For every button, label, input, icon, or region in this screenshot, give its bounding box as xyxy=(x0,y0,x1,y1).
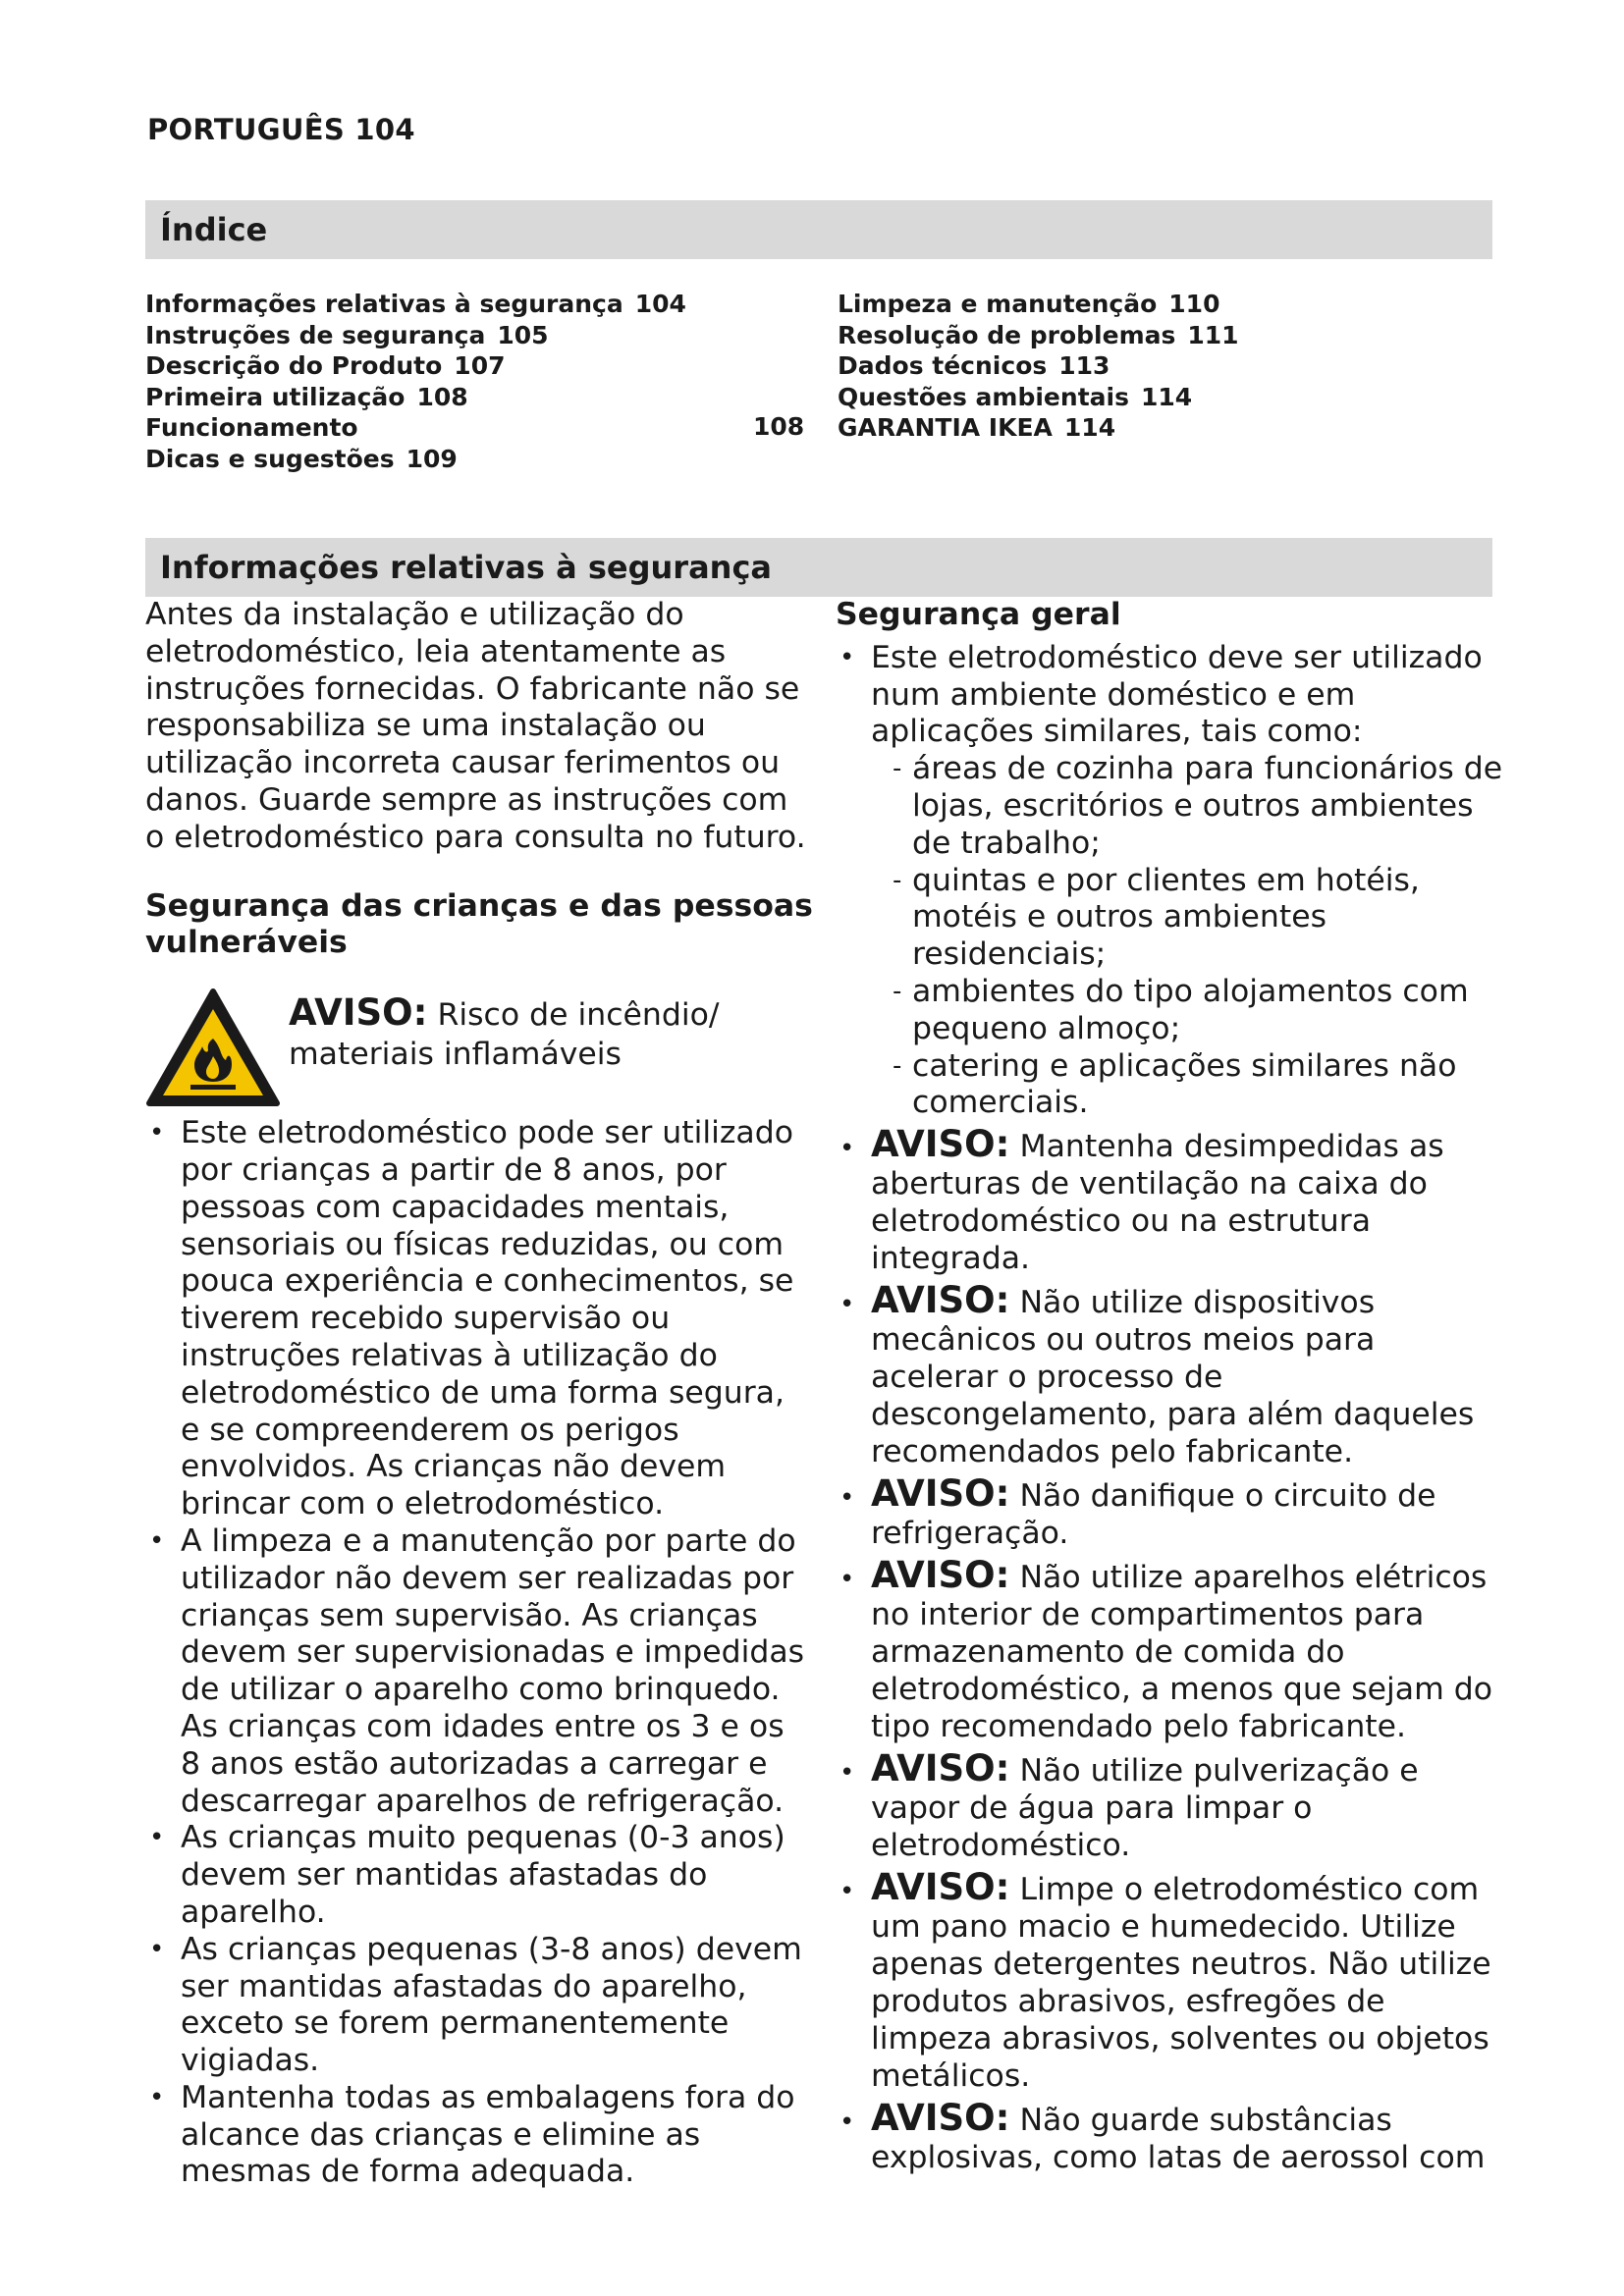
toc-page: 108 xyxy=(416,382,468,411)
toc-page: 113 xyxy=(1058,351,1110,380)
toc-page: 107 xyxy=(454,351,506,380)
toc-label: Informações relativas à segurança xyxy=(145,290,623,318)
toc-page: 105 xyxy=(497,320,549,349)
warning-item xyxy=(836,1747,1503,1864)
aviso-label: AVISO: xyxy=(871,1747,1010,1790)
safety-intro: Antes da instalação e utilização do eletrodoméstico, leia atentamente as instruções fornecidas. O fabricante não se responsabiliza se uma instalação ou utilização incorreta causar ferimentos ou danos. Guarde sempre as instruções com o eletrodoméstico para consulta no futuro. xyxy=(145,597,806,855)
fire-warning-line2: materiais inflamáveis xyxy=(289,1037,622,1073)
index-right-column xyxy=(838,289,1239,444)
aviso-label: AVISO: xyxy=(871,1472,1010,1516)
index-heading: Índice xyxy=(145,200,1492,259)
list-item xyxy=(836,640,1503,1122)
safety-heading: Informações relativas à segurança xyxy=(145,538,1492,597)
toc-label: Primeira utilização xyxy=(145,382,406,411)
toc-item[interactable] xyxy=(838,350,1239,382)
left-column xyxy=(145,597,813,2191)
children-safety-heading: Segurança das crianças e das pessoas vulneráveis xyxy=(145,887,813,961)
list-item: • A limpeza e a manutenção por parte do utilizador não devem ser realizadas por crianças sem supervisão. As crianças devem ser supervisionadas e impedidas de utilizar o aparelho como brinquedo. As crianças com idades entre os 3 e os 8 anos estão autorizadas a carregar e descarregar aparelhos de refrigeração. xyxy=(145,1523,813,1820)
toc-page-funcionamento: 108 xyxy=(753,412,805,441)
warning-item xyxy=(836,2097,1503,2176)
warning-item xyxy=(836,1123,1503,1277)
fire-warning xyxy=(145,988,813,1113)
toc-item[interactable] xyxy=(145,350,686,382)
toc-page: 114 xyxy=(1140,382,1193,411)
general-usage-text: Este eletrodoméstico deve ser utilizado num ambiente doméstico e em aplicações similares, tais como: xyxy=(871,639,1483,750)
list-item: - áreas de cozinha para funcionários de lojas, escritórios e outros ambientes de trabalho; xyxy=(893,751,1503,862)
toc-page: 110 xyxy=(1168,290,1220,318)
toc-label: Dados técnicos xyxy=(838,351,1048,380)
toc-page: 111 xyxy=(1187,320,1239,349)
right-column xyxy=(836,597,1503,2181)
fire-warning-line1 xyxy=(289,993,720,1035)
warning-text: Não utilize dispositivos mecânicos ou outros meios para acelerar o processo de descongelamento, para além daqueles recomendados pelo fabricante. xyxy=(871,1285,1475,1470)
warning-text: Não utilize aparelhos elétricos no interior de compartimentos para armazenamento de comida do eletrodoméstico, a menos que sejam do tipo recomendado pelo fabricante. xyxy=(871,1560,1493,1745)
warning-text: Não utilize pulverização e vapor de água para limpar o eletrodoméstico. xyxy=(871,1753,1419,1864)
toc-item[interactable] xyxy=(838,382,1239,413)
list-item: • As crianças muito pequenas (0-3 anos) devem ser mantidas afastadas do aparelho. xyxy=(145,1820,813,1931)
toc-item[interactable] xyxy=(145,289,686,320)
toc-label: Resolução de problemas xyxy=(838,320,1176,349)
warning-item xyxy=(836,1866,1503,2095)
aviso-label: AVISO: xyxy=(871,2097,1010,2140)
toc-label: Descrição do Produto xyxy=(145,351,443,380)
warning-text: Não danifique o circuito de refrigeração. xyxy=(871,1478,1436,1552)
list-item: • Este eletrodoméstico pode ser utilizado por crianças a partir de 8 anos, por pessoas com capacidades mentais, sensoriais ou físicas reduzidas, ou com pouca experiência e conhecimentos, se tiverem recebido supervisão ou instruções relativas à utilização do eletrodoméstico de uma forma segura, e se compreenderem os perigos envolvidos. As crianças não devem brincar com o eletrodoméstico. xyxy=(145,1115,813,1523)
toc-item[interactable] xyxy=(145,382,686,413)
toc-label: Limpeza e manutenção xyxy=(838,290,1158,318)
toc-item[interactable] xyxy=(145,412,686,444)
toc-item[interactable] xyxy=(838,412,1239,444)
warning-text: Limpe o eletrodoméstico com um pano macio e humedecido. Utilize apenas detergentes neutros. Não utilize produtos abrasivos, esfregões de limpeza abrasivos, solventes ou objetos metálicos. xyxy=(871,1872,1491,2095)
warning-item xyxy=(836,1554,1503,1745)
toc-label: Funcionamento xyxy=(145,413,358,442)
warning-item xyxy=(836,1279,1503,1470)
list-item: - ambientes do tipo alojamentos com pequeno almoço; xyxy=(893,974,1503,1048)
list-item: • As crianças pequenas (3-8 anos) devem ser mantidas afastadas do aparelho, exceto se forem permanentemente vigiadas. xyxy=(145,1932,813,2080)
toc-label: Instruções de segurança xyxy=(145,320,486,349)
aviso-label: AVISO: xyxy=(289,991,428,1035)
general-safety-list xyxy=(836,640,1503,1122)
toc-label: Questões ambientais xyxy=(838,382,1129,411)
aviso-label: AVISO: xyxy=(871,1123,1010,1166)
list-item: - quintas e por clientes em hotéis, motéis e outros ambientes residenciais; xyxy=(893,863,1503,974)
warning-text: Não guarde substâncias explosivas, como latas de aerossol com xyxy=(871,2103,1486,2176)
aviso-label: AVISO: xyxy=(871,1279,1010,1322)
aviso-label: AVISO: xyxy=(871,1554,1010,1597)
list-item: • Mantenha todas as embalagens fora do alcance das crianças e elimine as mesmas de forma adequada. xyxy=(145,2080,813,2191)
toc-page: 109 xyxy=(406,444,458,473)
toc-item[interactable] xyxy=(145,444,686,475)
warning-text: Mantenha desimpedidas as aberturas de ventilação na caixa do eletrodoméstico ou na estrutura integrada. xyxy=(871,1129,1444,1277)
toc-item[interactable] xyxy=(838,320,1239,351)
toc-page: 104 xyxy=(634,290,686,318)
toc-label: Dicas e sugestões xyxy=(145,444,395,473)
warning-item xyxy=(836,1472,1503,1552)
general-safety-heading: Segurança geral xyxy=(836,597,1121,632)
flammable-warning-icon xyxy=(145,988,281,1109)
warnings-list xyxy=(836,1123,1503,2176)
usage-environments-list xyxy=(871,751,1503,1122)
page-header: PORTUGUÊS 104 xyxy=(147,113,415,146)
aviso-label: AVISO: xyxy=(871,1866,1010,1909)
toc-item[interactable] xyxy=(145,320,686,351)
toc-page: 114 xyxy=(1063,413,1116,442)
list-item: - catering e aplicações similares não comerciais. xyxy=(893,1048,1503,1123)
index-left-column xyxy=(145,289,686,474)
fire-warning-text: Risco de incêndio/ xyxy=(437,997,720,1034)
toc-label: GARANTIA IKEA xyxy=(838,413,1053,442)
children-safety-list xyxy=(145,1115,813,2191)
toc-item[interactable] xyxy=(838,289,1239,320)
